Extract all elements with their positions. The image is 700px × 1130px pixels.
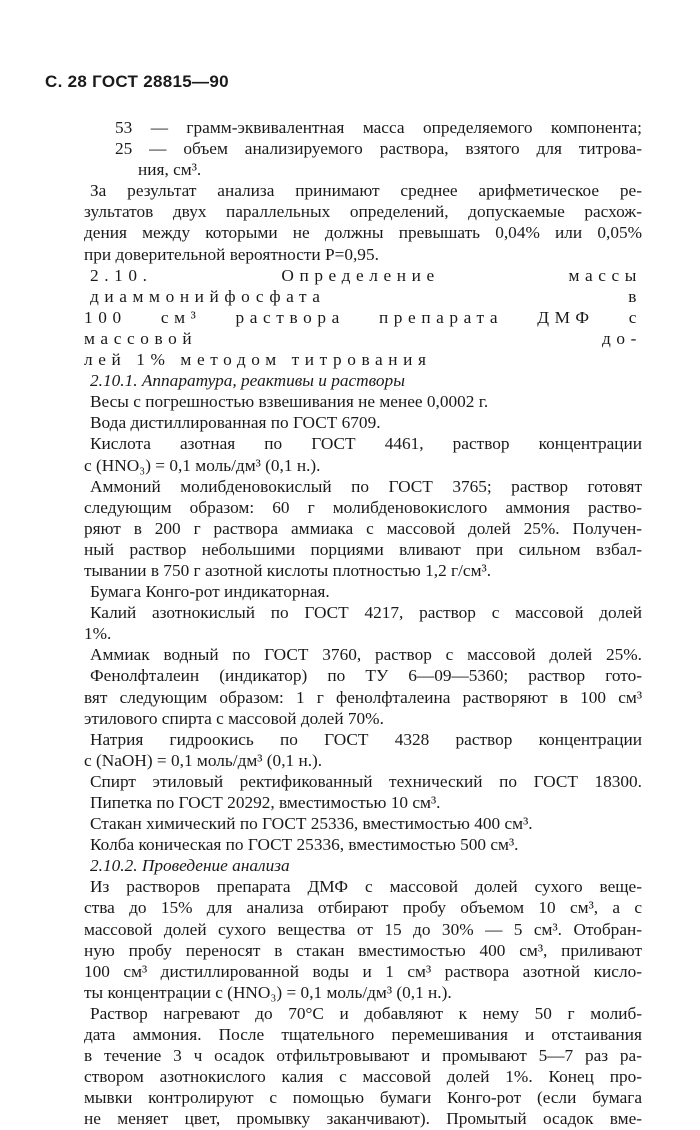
text-line: 53 — грамм-эквивалентная масса определяемого компонента; — [115, 118, 642, 137]
text-line: 25 — объем анализируемого раствора, взятого для титрова- — [115, 139, 642, 159]
text-line: Раствор нагревают до 70°С и добавляют к нему 50 г молиб- — [90, 1003, 642, 1023]
text-line: Аммоний молибденовокислый по ГОСТ 3765; раствор готовят — [90, 476, 642, 496]
text-line: 1%. — [84, 624, 112, 644]
text-line: Натрия гидроокись по ГОСТ 4328 раствор концентрации — [90, 729, 642, 749]
text-line: дения между которыми не должны превышать 0,04% или 0,05% — [84, 223, 642, 243]
text-line: мывки контролируют с помощью бумаги Конго-рот (если бумага — [84, 1088, 642, 1108]
text-line: Из растворов препарата ДМФ с массовой долей сухого веще- — [90, 877, 642, 897]
text-line: 2.10.2. Проведение анализа — [90, 856, 290, 876]
text-line: ства до 15% для анализа отбирают пробу объемом 10 см³, а с — [84, 898, 642, 918]
text-line: дата аммония. После тщательного перемешивания и отстаивания — [84, 1025, 642, 1045]
text-line: этилового спирта с массовой долей 70%. — [84, 708, 384, 728]
text-line: c (HNO₃) = 0,1 моль/дм³ (0,1 н.). — [84, 455, 321, 475]
text-line: вят следующим образом: 1 г фенолфталеина растворяют в 100 см³ — [84, 687, 642, 707]
text-line: c (NaOH) = 0,1 моль/дм³ (0,1 н.). — [84, 750, 323, 770]
text-line: при доверительной вероятности P=0,95. — [84, 244, 379, 264]
text-line: зультатов двух параллельных определений, допускаемые расхож- — [84, 202, 642, 222]
text-line: ряют в 200 г раствора аммиака с массовой долей 25%. Получен- — [84, 518, 642, 538]
text-line: ния, см³. — [138, 160, 202, 180]
text-line: не меняет цвет, промывку заканчивают). Промытый осадок вме- — [84, 1109, 642, 1129]
text-line: Фенолфталеин (индикатор) по ТУ 6—09—5360; раствор гото- — [90, 666, 642, 686]
text-line: Кислота азотная по ГОСТ 4461, раствор концентрации — [90, 434, 642, 454]
text-line: 100 см³ раствора препарата ДМФ с массовой до- — [84, 307, 642, 348]
text-line: Весы с погрешностью взвешивания не менее 0,0002 г. — [90, 392, 489, 412]
text-line: Калий азотнокислый по ГОСТ 4217, раствор с массовой долей — [90, 603, 642, 623]
page-header: С. 28 ГОСТ 28815—90 — [45, 72, 229, 91]
text-line: 100 см³ дистиллированной воды и 1 см³ раствора азотной кисло- — [84, 961, 642, 981]
text-line: массовой долей сухого вещества от 15 до 30% — 5 см³. Отобран- — [84, 919, 642, 939]
text-line: 2.10.1. Аппаратура, реактивы и растворы — [90, 371, 405, 391]
text-line: Стакан химический по ГОСТ 25336, вместимостью 400 см³. — [90, 814, 533, 834]
text-line: Колба коническая по ГОСТ 25336, вместимостью 500 см³. — [90, 835, 519, 855]
text-line: тывании в 750 г азотной кислоты плотностью 1,2 г/см³. — [84, 560, 492, 580]
text-line: Бумага Конго-рот индикаторная. — [90, 582, 330, 602]
text-line: 2.10. Определение массы диаммонийфосфата в — [90, 265, 642, 306]
text-line: Вода дистиллированная по ГОСТ 6709. — [90, 413, 381, 433]
text-line: Аммиак водный по ГОСТ 3760, раствор с массовой долей 25%. — [90, 645, 642, 665]
text-line: ный раствор небольшими порциями вливают при сильном взбал- — [84, 539, 642, 559]
text-line: лей 1% методом титрования — [84, 350, 432, 370]
text-line: ты концентрации c (HNO₃) = 0,1 моль/дм³ (0,1 н.). — [84, 982, 452, 1002]
document-body — [84, 117, 642, 1130]
text-line: следующим образом: 60 г молибденовокислого аммония раство- — [84, 497, 642, 517]
text-line: За результат анализа принимают среднее арифметическое ре- — [90, 181, 642, 201]
text-line: Спирт этиловый ректификованный технический по ГОСТ 18300. — [90, 771, 642, 791]
text-line: створом азотнокислого калия с массовой долей 1%. Конец про- — [84, 1067, 642, 1087]
text-line: в течение 3 ч осадок отфильтровывают и промывают 5—7 раз ра- — [84, 1046, 642, 1066]
text-line: Пипетка по ГОСТ 20292, вместимостью 10 см³. — [90, 793, 441, 812]
text-line: ную пробу переносят в стакан вместимостью 400 см³, приливают — [84, 940, 642, 960]
